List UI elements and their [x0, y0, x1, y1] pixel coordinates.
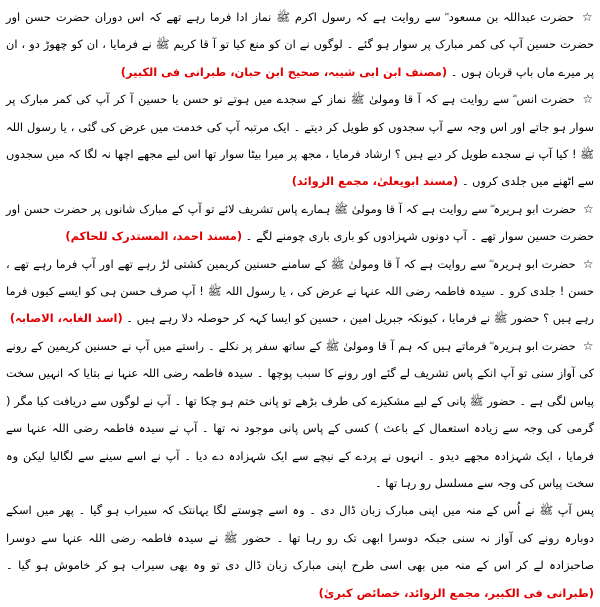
hadith-reference: (اسد الغابہ، الاصابہ): [9, 311, 123, 326]
hadith-paragraph-2: [6, 86, 594, 196]
hadith-paragraph-4: [6, 251, 594, 333]
hadith-text: حضرت ابو ہریرہ ؓ سے روایت ہے کہ آ قا ومولیٰ ﷺ ہمارے پاس تشریف لائے تو آپ کے مبارک شانوں پر حضرت حسن اور حضرت حسین سوار تھے ۔ آپ دونوں شہزادوں کو باری باری چومنے لگے ۔: [6, 201, 594, 244]
hadith-text: پس آپ ﷺ نے اُس کے منہ میں اپنی مبارک زبان ڈال دی ۔ وہ اسے چوستے لگا یہانتک کہ سیراب ہو گیا ۔ پھر میں اسکے دوبارہ رونے کی آواز نہ سنی جبکہ دوسرا ابھی تک رو رہا تھا ۔ حضور ﷺ نے سیدہ فاطمہ رضی اللہ عنہا سے دوسرا صاحبزادہ لے کر اس کے منہ میں بھی اسی طرح اپنی مبارک زبان ڈال دی تو وہ بھی سیراب ہو کر خاموش ہو گیا ۔: [6, 503, 594, 573]
hadith-paragraph-5: [6, 333, 594, 497]
hadith-reference: (مسند ابویعلیٰ، مجمع الزوائد): [291, 174, 459, 189]
hadith-paragraph-3: [6, 196, 594, 251]
star-icon: ☆: [582, 338, 594, 353]
hadith-paragraph-6: [6, 497, 594, 607]
hadith-reference: (مصنف ابن ابی شیبہ، صحیح ابن حبان، طبرانی فی الکبیر): [120, 64, 448, 79]
star-icon: ☆: [583, 201, 594, 216]
hadith-text: حضرت ابو ہریرہ ؓ سے روایت ہے کہ آ قا ومولیٰ ﷺ کے سامنے حسنین کریمین کشتی لڑ رہے تھے اور آپ فرما رہے تھے ، حسن ! جلدی کرو ۔ سیدہ فاطمہ رضی اللہ عنہا نے عرض کی ، یا رسول اللہ ﷺ ! آپ صرف حسن ہی کو ایسے کیوں فرما رہے ہیں ؟ حضور ﷺ نے فرمایا ، کیونکہ جبریل امین ، حسین کو ایسا کہہ کر حوصلہ دلا رہے ہیں ۔: [6, 256, 594, 326]
hadith-reference: (مسند احمد، المستدرک للحاکم): [65, 229, 243, 244]
star-icon: ☆: [582, 256, 594, 271]
star-icon: ☆: [582, 92, 595, 107]
hadith-text: حضرت انس ؓ سے روایت ہے کہ آ قا ومولیٰ ﷺ نماز کے سجدے میں ہوتے تو حسن یا حسین آ کر آپ کی کمر مبارک پر سوار ہو جاتے اور اس وجہ سے آپ سجدوں کو طویل کر دیتے ۔ ایک مرتبہ آپ کی خدمت میں عرض کی گئی ، یا رسول اللہ ﷺ ! کیا آپ نے سجدے طویل کر دیے ہیں ؟ ارشاد فرمایا ، مجھ پر میرا بیٹا سوار تھا اس لیے مجھے اچھا نہ لگا کہ میں سجدوں سے اٹھنے میں جلدی کروں ۔: [6, 92, 594, 189]
hadith-text: حضرت ابو ہریرہ ؓ فرماتے ہیں کہ ہم آ قا ومولیٰ ﷺ کے ساتھ سفر پر نکلے ۔ راستے میں آپ نے حسنین کریمین کے رونے کی آواز سنی تو آپ انکے پاس تشریف لے گئے اور رونے کا سبب پوچھا ۔ سیدہ فاطمہ رضی اللہ عنہا نے بتایا کہ انہیں سخت پیاس لگی ہے ۔ حضور ﷺ پانی کے لیے مشکیزے کی طرف بڑھے تو پانی ختم ہو چکا تھا ۔ آپ نے لوگوں سے دریافت کیا مگر ( گرمی کی وجہ سے زیادہ استعمال کے باعث ) کسی کے پاس پانی موجود نہ تھا ۔ آپ نے سیدہ فاطمہ رضی اللہ عنہا سے فرمایا ، ایک شہزادہ مجھے دیدو ۔ انہوں نے پردے کے نیچے سے ایک شہزادہ دے دیا ۔ آپ نے اسے سینے سے لگالیا لیکن وہ سخت پیاس کی وجہ سے مسلسل رو رہا تھا ۔: [6, 338, 594, 490]
hadith-paragraph-1: [6, 4, 594, 86]
star-icon: ☆: [581, 10, 594, 24]
hadith-text: حضرت عبداللہ بن مسعود ؓ سے روایت ہے کہ رسول اکرم ﷺ نماز ادا فرما رہے تھے کہ اس دوران حضرت حسن اور حضرت حسین آپ کی کمر مبارک پر سوار ہو گئے ۔ لوگوں نے ان کو منع کیا تو آ قا کریم ﷺ نے فرمایا ، ان کو چھوڑ دو ، ان پر میرے ماں باپ قربان ہوں ۔: [6, 10, 594, 79]
hadith-reference: (طبرانی فی الکبیر، مجمع الزوائد، خصائص کبریٰ): [318, 585, 594, 600]
